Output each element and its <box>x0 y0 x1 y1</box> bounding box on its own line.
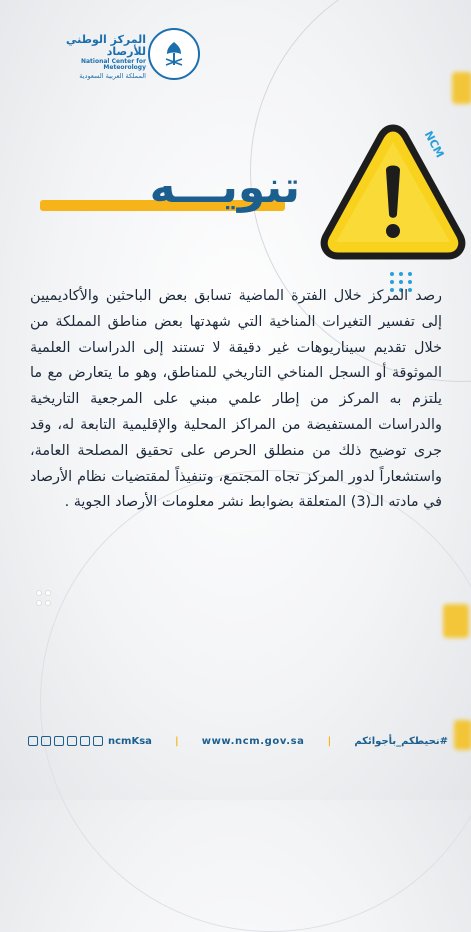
warning-icon <box>318 118 468 268</box>
decorative-dots <box>36 590 50 606</box>
social-handle[interactable]: ncmKsa <box>108 735 152 747</box>
ncm-emblem-icon <box>148 28 200 80</box>
logo-country-ar: المملكة العربية السعودية <box>79 71 146 80</box>
youtube-icon[interactable] <box>41 736 51 746</box>
instagram-icon[interactable] <box>93 736 103 746</box>
footer-separator: | <box>327 735 332 747</box>
page-title: تنويـــه <box>149 162 300 213</box>
footer <box>28 728 448 754</box>
decorative-square <box>452 72 471 104</box>
decorative-square <box>454 720 471 750</box>
facebook-icon[interactable] <box>80 736 90 746</box>
page-title-block <box>40 160 300 230</box>
hashtag: #نحيطكم_بأجوائكم <box>354 735 448 747</box>
tiktok-icon[interactable] <box>67 736 77 746</box>
logo-name-ar: المركز الوطني للأرصاد <box>66 33 146 58</box>
footer-separator: | <box>175 735 179 747</box>
decorative-arc <box>40 470 471 932</box>
notice-body: رصد المركز خلال الفترة الماضية تسابق بعض الباحثين والأكاديميين إلى تفسير التغيرات المناخية التي شهدتها بعض مناطق المملكة من خلال تقديم سيناريوهات غير دقيقة لا تستند إلى الدراسات العلمية الموثوقة أو السجل المناخي التاريخي للمناطق، وهو ما يتعارض مع ما يلتزم به المركز من إطار علمي مبني على المرجعية التاريخية والدراسات المستفيضة من المراكز المحلية والإقليمية التابعة له، وقد جرى توضيح ذلك من منطلق الحرص على تحقيق المصلحة العامة، واستشعاراً لدور المركز تجاه المجتمع، وتنفيذاً لمقتضيات نظام الأرصاد في مادته الـ(3) المتعلقة بضوابط نشر معلومات الأرصاد الجوية . <box>30 288 442 511</box>
logo-name-en: National Center for Meteorology <box>80 58 146 72</box>
social-links <box>28 736 152 747</box>
x-icon[interactable] <box>28 736 38 746</box>
website-link[interactable]: www.ncm.gov.sa <box>201 735 305 747</box>
snapchat-icon[interactable] <box>54 736 64 746</box>
ncm-logo <box>40 28 200 86</box>
ncm-badge: NCM <box>421 128 447 161</box>
decorative-square <box>443 604 469 638</box>
